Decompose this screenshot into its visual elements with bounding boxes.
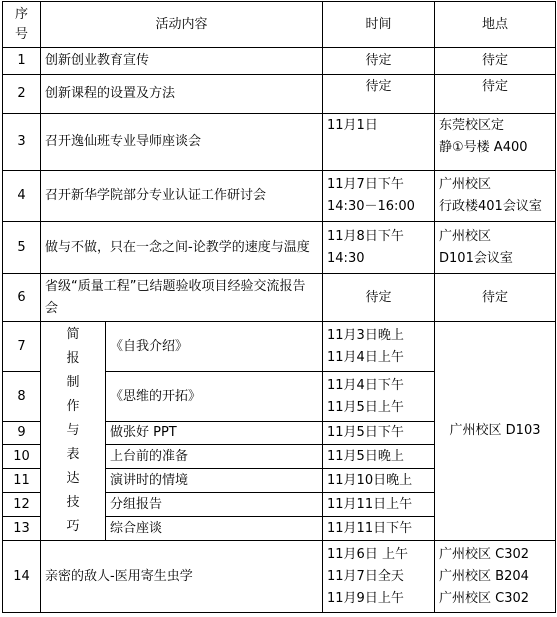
row-place (435, 541, 556, 613)
time-line: 14:30－16:00 (327, 199, 415, 214)
row-no: 13 (3, 517, 41, 541)
group-label-char: 巧 (66, 519, 80, 534)
row-content: 召开逸仙班专业导师座谈会 (41, 114, 323, 171)
row-content: 《自我介绍》 (106, 322, 323, 372)
row-no: 6 (3, 274, 41, 322)
row-content: 亲密的敌人-医用寄生虫学 (41, 541, 323, 613)
row-time (323, 114, 435, 171)
time-line: 11月7日全天 (327, 568, 404, 584)
row-no: 3 (3, 114, 41, 171)
table-row (3, 114, 556, 171)
row-content: 上台前的准备 (106, 445, 323, 469)
header-no (3, 2, 41, 48)
row-time: 11月5日晚上 (323, 445, 435, 469)
row-content: 演讲时的情境 (106, 469, 323, 493)
header-place: 地点 (435, 2, 556, 48)
row-no: 10 (3, 445, 41, 469)
row-time: 11月11日上午 (323, 493, 435, 517)
table-row (3, 274, 556, 322)
place-line: 广州校区 C302 (439, 546, 530, 562)
header-no-line: 序号 (15, 6, 29, 42)
group-label (41, 322, 106, 541)
table-row (3, 222, 556, 274)
table-row (3, 171, 556, 222)
group-label-char: 制 (66, 375, 80, 390)
row-time (323, 222, 435, 274)
row-place (435, 222, 556, 274)
row-time: 11月10日晚上 (323, 469, 435, 493)
time-line: 11月3日晚上 (327, 327, 404, 343)
place-line: 广州校区 (439, 177, 492, 192)
place-line: D101会议室 (439, 250, 513, 266)
time-line: 11月7日下午 (327, 177, 404, 192)
time-line: 14:30 (327, 250, 365, 266)
row-content: 做与不做，只在一念之间-论教学的速度与温度 (41, 222, 323, 274)
place-line: 静①号楼 A400 (439, 140, 528, 155)
time-line: 11月8日下午 (327, 228, 404, 244)
group-place: 广州校区 D103 (435, 322, 556, 541)
row-place (435, 114, 556, 171)
table-row (3, 75, 556, 114)
time-line: 11月9日上午 (327, 590, 404, 606)
row-content: 创新课程的设置及方法 (41, 75, 323, 114)
row-time (323, 171, 435, 222)
time-line: 11月6日 上午 (327, 546, 408, 562)
time-line: 11月1日 (327, 118, 378, 133)
row-content: 召开新华学院部分专业认证工作研讨会 (41, 171, 323, 222)
place-line: 行政楼401会议室 (439, 199, 542, 214)
row-time: 11月5日下午 (323, 422, 435, 445)
group-label-char: 报 (66, 351, 80, 366)
row-time: 11月11日下午 (323, 517, 435, 541)
row-time (323, 372, 435, 422)
row-content: 《思维的开拓》 (106, 372, 323, 422)
group-label-char: 作 (66, 399, 80, 414)
row-content: 省级“质量工程”已结题验收项目经验交流报告会 (41, 274, 323, 322)
row-place: 待定 (435, 75, 556, 114)
place-line: 广州校区 B204 (439, 568, 529, 584)
time-line: 11月5日上午 (327, 399, 404, 415)
row-place: 待定 (435, 274, 556, 322)
time-line: 11月4日上午 (327, 349, 404, 365)
row-time: 待定 (323, 48, 435, 75)
row-no: 12 (3, 493, 41, 517)
table-row (3, 48, 556, 75)
place-line: 东莞校区定 (439, 118, 505, 133)
table-row (3, 322, 556, 372)
row-time (323, 322, 435, 372)
row-content: 做张好 PPT (106, 422, 323, 445)
row-no: 9 (3, 422, 41, 445)
time-line: 11月4日下午 (327, 377, 404, 393)
row-no: 11 (3, 469, 41, 493)
row-no: 2 (3, 75, 41, 114)
row-content: 分组报告 (106, 493, 323, 517)
row-time: 待定 (323, 75, 435, 114)
header-row (3, 2, 556, 48)
place-line: 广州校区 (439, 228, 492, 244)
row-place (435, 171, 556, 222)
header-time: 时间 (323, 2, 435, 48)
row-no: 4 (3, 171, 41, 222)
row-place: 待定 (435, 48, 556, 75)
group-label-char: 表 (66, 447, 80, 462)
row-no: 5 (3, 222, 41, 274)
table-row (3, 541, 556, 613)
group-label-char: 简 (66, 327, 80, 342)
row-time: 待定 (323, 274, 435, 322)
activity-schedule-table (2, 1, 556, 613)
row-content: 综合座谈 (106, 517, 323, 541)
header-content: 活动内容 (41, 2, 323, 48)
group-label-char: 达 (66, 471, 80, 486)
row-no: 1 (3, 48, 41, 75)
row-no: 8 (3, 372, 41, 422)
group-label-char: 技 (66, 495, 80, 510)
row-no: 7 (3, 322, 41, 372)
group-label-char: 与 (66, 423, 80, 438)
place-line: 广州校区 C302 (439, 590, 530, 606)
row-no: 14 (3, 541, 41, 613)
row-time (323, 541, 435, 613)
row-content: 创新创业教育宣传 (41, 48, 323, 75)
